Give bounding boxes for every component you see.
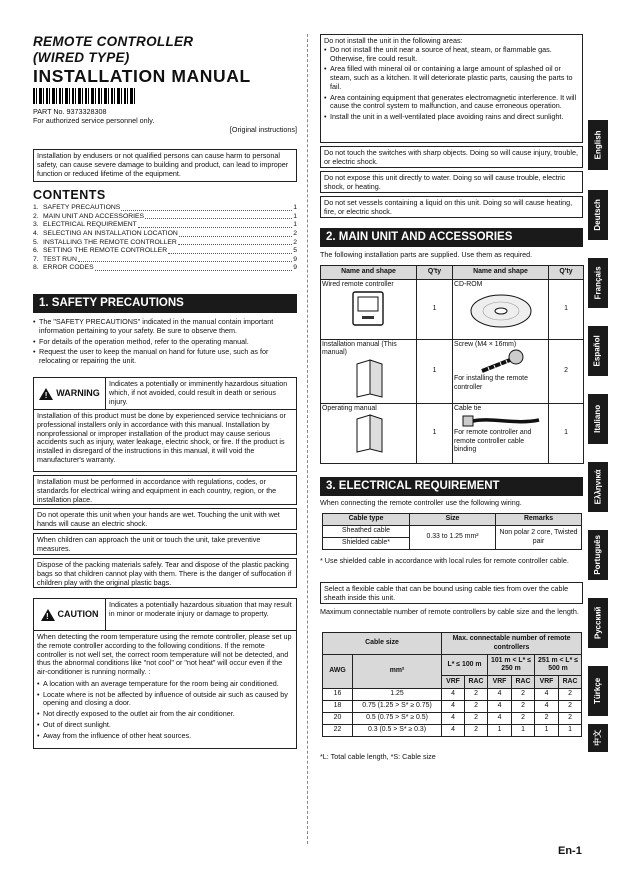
item-qty: 1 [417, 404, 453, 464]
item-note: For installing the remote controller [454, 375, 528, 391]
language-tab[interactable] [588, 724, 608, 752]
count-cell: 1 [488, 725, 512, 737]
col-header-name: Name and shape [453, 266, 549, 280]
caution-intro: When detecting the room temperature using the remote controller, please set up the remote controller according to the following conditions. If the remote controller is not well set, the correct room temperature will not be detected, and thus the abnormal conditions like "not cool" or "not heat" will occur even if the air-conditioner is running normally. : [37, 632, 292, 677]
contents-item-label: SETTING THE REMOTE CONTROLLER [43, 247, 168, 255]
language-tab[interactable] [588, 394, 608, 444]
list-item: • Not directly exposed to the outlet air from the air conditioner. [37, 709, 235, 719]
list-item: • The "SAFETY PRECAUTIONS" indicated in the manual contain important information pertaining to your safety. Be sure to observe them. [33, 318, 297, 336]
table-row [323, 689, 582, 701]
caution-bullet-text: Not directly exposed to the outlet air from the air conditioner. [43, 709, 235, 719]
contents-leader [95, 264, 293, 271]
caution-bullet-text: Locate where is not be affected by influence of outside air such as caused by opening and closing a door. [43, 689, 288, 708]
contents-item-page: 2 [293, 238, 297, 246]
contents-leader [168, 247, 292, 254]
language-tab-label: Русский [593, 606, 603, 640]
safety-intro [33, 318, 297, 368]
warning-row-text: Dispose of the packing materials safely. Tear and dispose of the plastic packing bags so that children cannot play with them. There is the danger of suffocation if children play with the original plastic bags. [37, 560, 292, 587]
count-cell: 2 [512, 713, 535, 725]
cable-tie-icon [461, 413, 541, 429]
item-qty: 1 [417, 280, 453, 340]
warning-row [33, 533, 297, 555]
warning-row [33, 558, 297, 588]
cable-remarks-cell: Non polar 2 core, Twisted pair [496, 526, 582, 550]
installation-manual-icon [352, 358, 386, 398]
contents-item-number: 2. [33, 212, 39, 220]
count-cell: 4 [488, 701, 512, 713]
language-tab-label: English [593, 130, 603, 160]
section-2-heading [320, 228, 583, 247]
contents-item-page: 9 [293, 264, 297, 272]
contents-item-number: 6. [33, 247, 39, 255]
caution-row [320, 171, 583, 193]
contents-item [33, 213, 297, 222]
contents-item [33, 264, 297, 273]
flex-cable-note-text: Select a flexible cable that can be bound using cable ties from over the cable sheath inside this unit. [324, 584, 569, 602]
contents-item-number: 5. [33, 238, 39, 246]
table-row [323, 725, 582, 737]
contents-item-number: 7. [33, 255, 39, 263]
col-header-length-250: 101 m < L* ≤ 250 m [488, 655, 535, 676]
col-header-rac: RAC [465, 676, 488, 689]
language-tab-label: Ελληνικά [593, 469, 603, 505]
awg-cell: 20 [323, 713, 353, 725]
count-cell: 2 [465, 701, 488, 713]
section-3-title: 3. ELECTRICAL REQUIREMENT [326, 480, 500, 492]
column-divider [307, 34, 308, 844]
mm2-cell: 1.25 [353, 689, 442, 701]
count-cell: 4 [442, 701, 465, 713]
cable-type-cell: Sheathed cable [323, 526, 410, 538]
caution-continued [320, 34, 583, 218]
contents-item-number: 1. [33, 204, 39, 212]
contents-leader [78, 256, 292, 263]
list-item: • Area containing equipment that generates electromagnetic interference. It will cause the control system to malfunction, and cause erroneous operation. [324, 94, 579, 112]
caution-row-text: Do not set vessels containing a liquid on this unit. Doing so will cause heating, fire, or electric shock. [324, 198, 573, 216]
cable-table [322, 513, 581, 550]
col-header-mm2: mm² [353, 655, 442, 689]
list-item: • Request the user to keep the manual on hand for future use, such as for relocating or repairing the unit. [33, 348, 297, 366]
item-note: For remote controller and remote controller cable binding [454, 429, 532, 454]
contents-item-page: 1 [293, 212, 297, 220]
language-tab[interactable] [588, 326, 608, 376]
awg-cell: 22 [323, 725, 353, 737]
language-tab-label: Français [593, 266, 603, 300]
count-cell: 1 [559, 725, 582, 737]
contents-item-label: ELECTRICAL REQUIREMENT [43, 221, 137, 229]
warning-row-text: Do not operate this unit when your hands are wet. Touching the unit with wet hands will cause an electric shock. [37, 510, 280, 528]
list-item: • A location with an average temperature for the room being air conditioned. [37, 678, 279, 688]
item-name: Operating manual [322, 405, 377, 412]
awg-cell: 18 [323, 701, 353, 713]
table-row [323, 713, 582, 725]
contents [33, 188, 297, 273]
page-number: En-1 [558, 845, 582, 857]
caution-bullet-text: Away from the influence of other heat sources. [43, 730, 192, 740]
language-tab-label: Deutsch [593, 199, 603, 231]
warning-row-text: Installation must be performed in accordance with regulations, codes, or standards for electrical wiring and equipment in each country, region, or the installation place. [37, 477, 277, 504]
col-header-cable-type: Cable type [323, 514, 410, 526]
count-cell: 4 [488, 713, 512, 725]
col-header-vrf: VRF [535, 676, 559, 689]
accessories-intro: The following installation parts are supplied. Use them as required. [320, 250, 533, 259]
warning-row-text: Installation of this product must be done by experienced service technicians or professional installers only in accordance with this manual. Installation by nonprofessional or improper installation of the product may cause serious accidents such as injury, water leakage, electric shock, or fire. If the product is installed in disregard of the instructions in this manual, it will void the manufacturer's warranty. [37, 411, 286, 464]
col-header-vrf: VRF [488, 676, 512, 689]
caution-label: CAUTION [57, 609, 99, 620]
operating-manual-icon [352, 413, 386, 453]
count-cell: 4 [535, 701, 559, 713]
col-header-remarks: Remarks [496, 514, 582, 526]
table-footnote: *L: Total cable length, *S: Cable size [320, 752, 436, 761]
contents-title: CONTENTS [33, 188, 106, 202]
mm2-cell: 0.75 (1.25 > S* ≥ 0.75) [353, 701, 442, 713]
section-1-heading [33, 294, 297, 313]
contents-item-page: 9 [293, 255, 297, 263]
count-cell: 1 [512, 725, 535, 737]
screw-icon [476, 349, 526, 375]
language-tab[interactable] [588, 666, 608, 716]
contents-item-page: 5 [293, 247, 297, 255]
caution-row [320, 196, 583, 218]
list-item: • Install the unit in a well-ventilated place avoiding rains and direct sunlight. [324, 112, 564, 122]
section-3-heading [320, 477, 583, 496]
language-tab-label: Italiano [593, 404, 603, 434]
contents-item-label: TEST RUN [43, 255, 77, 263]
warning-label-cell [34, 378, 106, 409]
contents-item-page: 1 [293, 204, 297, 212]
language-tab[interactable] [588, 530, 608, 580]
count-cell: 2 [512, 701, 535, 713]
language-tab-label: 中文 [593, 730, 603, 746]
contents-item [33, 204, 297, 213]
max-connectable-table [322, 632, 581, 737]
warning-triangle-icon: ! [39, 388, 53, 400]
count-cell: 2 [559, 689, 582, 701]
count-cell: 2 [465, 689, 488, 701]
title-block [33, 34, 297, 134]
contents-item-label: INSTALLING THE REMOTE CONTROLLER [43, 238, 177, 246]
warning-header [33, 377, 297, 410]
col-header-name: Name and shape [321, 266, 417, 280]
col-header-rac: RAC [559, 676, 582, 689]
count-cell: 4 [535, 689, 559, 701]
table-row [321, 340, 584, 404]
original-instructions: [Original instructions] [229, 124, 297, 134]
contents-leader [145, 213, 292, 220]
contents-item-label: ERROR CODES [43, 264, 94, 272]
contents-item-label: SAFETY PRECAUTIONS [43, 204, 121, 212]
authorized-note: For authorized service personnel only. [33, 115, 155, 125]
warning-label: WARNING [56, 388, 100, 399]
count-cell: 2 [465, 713, 488, 725]
col-header-size: Size [410, 514, 496, 526]
caution-conditions [33, 631, 297, 749]
safety-bullet-text: The "SAFETY PRECAUTIONS" indicated in the manual contain important information pertaining to your safety. Be sure to observe them. [39, 317, 274, 335]
contents-item [33, 239, 297, 248]
remote-controller-icon [350, 289, 388, 329]
count-cell: 4 [442, 689, 465, 701]
accessories-table [320, 265, 583, 464]
item-name: Wired remote controller [322, 281, 394, 288]
col-header-max-connectable: Max. connectable number of remote controllers [442, 633, 582, 655]
count-cell: 2 [559, 701, 582, 713]
mm2-cell: 0.3 (0.5 > S* ≥ 0.3) [353, 725, 442, 737]
caution-area-text: Area filled with mineral oil or containing a large amount of splashed oil or steam, such as a kitchen. It will deteriorate plastic parts, causing the parts to fail. [330, 64, 573, 91]
caution-row [320, 146, 583, 168]
item-qty: 1 [549, 404, 584, 464]
list-item: • Do not install the unit near a source of heat, steam, or flammable gas. Otherwise, fire could result. [324, 46, 579, 64]
contents-list [33, 204, 297, 273]
caution-bullet-text: Out of direct sunlight. [43, 720, 111, 730]
contents-item-number: 3. [33, 221, 39, 229]
item-qty: 1 [549, 280, 584, 340]
contents-item [33, 230, 297, 239]
cable-type-cell: Shielded cable* [323, 538, 410, 550]
caution-row-text: Do not expose this unit directly to water. Doing so will cause trouble, electric shock, or heating. [324, 173, 566, 191]
caution-description: Indicates a potentially hazardous situation that may result in minor or moderate injury or damage to property. [109, 600, 292, 618]
installer-notice [33, 149, 297, 182]
col-header-length-500: 251 m < L* ≤ 500 m [535, 655, 582, 676]
section-2-title: 2. MAIN UNIT AND ACCESSORIES [326, 231, 513, 243]
warning-block [33, 377, 297, 588]
item-qty: 2 [549, 340, 584, 404]
section-1-title: 1. SAFETY PRECAUTIONS [39, 297, 184, 309]
item-qty: 1 [417, 340, 453, 404]
count-cell: 4 [442, 725, 465, 737]
caution-block [33, 598, 297, 749]
warning-row [33, 410, 297, 472]
caution-area-text: Do not install the unit near a source of heat, steam, or flammable gas. Otherwise, fire could result. [330, 44, 552, 63]
item-name: Screw (M4 × 16mm) [454, 341, 517, 348]
language-tab[interactable] [588, 258, 608, 308]
language-tab[interactable] [588, 190, 608, 240]
col-header-vrf: VRF [442, 676, 465, 689]
list-item: • Away from the influence of other heat sources. [37, 730, 192, 740]
language-tab[interactable] [588, 120, 608, 170]
contents-leader [138, 221, 292, 228]
col-header-cable-size: Cable size [323, 633, 442, 655]
list-item: • Locate where is not be affected by influence of outside air such as caused by opening and closing a door. [37, 691, 293, 709]
col-header-qty: Q'ty [549, 266, 584, 280]
col-header-length-100: L* ≤ 100 m [442, 655, 488, 676]
count-cell: 2 [559, 713, 582, 725]
list-item: • Out of direct sunlight. [37, 720, 111, 730]
contents-item [33, 256, 297, 265]
contents-item-number: 4. [33, 230, 39, 238]
contents-item-page: 2 [293, 230, 297, 238]
caution-area-text: Area containing equipment that generates electromagnetic interference. It will cause the control system to malfunction, and cause erroneous operation. [330, 92, 577, 111]
table-row [321, 404, 584, 464]
title-installation-manual: INSTALLATION MANUAL [33, 66, 251, 86]
cable-size-cell: 0.33 to 1.25 mm² [410, 526, 496, 550]
contents-item-page: 1 [293, 221, 297, 229]
warning-row-text: When children can approach the unit or touch the unit, take preventive measures. [37, 535, 261, 553]
title-remote-controller: REMOTE CONTROLLER [33, 34, 194, 49]
table-row [323, 701, 582, 713]
count-cell: 2 [512, 689, 535, 701]
contents-leader [121, 204, 292, 211]
caution-label-cell [34, 599, 106, 630]
installer-notice-text: Installation by endusers or not qualified persons can cause harm to personal safety, can cause severe damage to building and product, can lead to improper function or reduced lifetime of the equipment. [37, 151, 289, 178]
part-number: PART No. 9373328308 [33, 107, 107, 116]
caution-areas-intro: Do not install the unit in the following areas: [324, 36, 463, 45]
caution-bullet-text: A location with an average temperature for the room being air conditioned. [43, 678, 279, 688]
col-header-awg: AWG [323, 655, 353, 689]
title-wired-type: (WIRED TYPE) [33, 50, 130, 65]
contents-leader [179, 230, 292, 237]
caution-areas [320, 34, 583, 143]
item-name: CD-ROM [454, 281, 483, 288]
count-cell: 4 [488, 689, 512, 701]
count-cell: 2 [465, 725, 488, 737]
language-tab-label: Português [593, 535, 603, 575]
electrical-intro: When connecting the remote controller use the following wiring. [320, 498, 522, 507]
language-tab-label: Türkçe [593, 677, 603, 705]
contents-item [33, 221, 297, 230]
count-cell: 1 [535, 725, 559, 737]
col-header-qty: Q'ty [417, 266, 453, 280]
col-header-rac: RAC [512, 676, 535, 689]
warning-description: Indicates a potentially or imminently hazardous situation which, if not avoided, could result in death or serious injury. [109, 379, 288, 406]
item-name: Cable tie [454, 405, 482, 412]
count-cell: 4 [442, 713, 465, 725]
safety-bullet-text: Request the user to keep the manual on hand for future use, such as for relocating or repairing the unit. [39, 347, 269, 366]
caution-row-text: Do not touch the switches with sharp objects. Doing so will cause injury, trouble, or electric shock. [324, 148, 578, 166]
contents-item-label: SELECTING AN INSTALLATION LOCATION [43, 230, 178, 238]
caution-area-text: Install the unit in a well-ventilated place avoiding rains and direct sunlight. [330, 112, 564, 122]
cd-rom-icon [466, 289, 536, 333]
flex-cable-note [320, 582, 583, 604]
contents-item [33, 247, 297, 256]
list-item: • For details of the operation method, refer to the operating manual. [33, 336, 249, 346]
contents-leader [178, 239, 292, 246]
table-row [321, 280, 584, 340]
max-connectable-intro: Maximum connectable number of remote controllers by cable size and the length. [320, 607, 579, 616]
language-tab[interactable] [588, 598, 608, 648]
list-item: • Area filled with mineral oil or containing a large amount of splashed oil or steam, such as a kitchen. It will deteriorate plastic parts, causing the parts to fail. [324, 65, 579, 91]
caution-header [33, 598, 297, 631]
language-tab-label: Español [593, 335, 603, 367]
warning-row [33, 508, 297, 530]
awg-cell: 16 [323, 689, 353, 701]
warning-row [33, 475, 297, 505]
shield-note: * Use shielded cable in accordance with local rules for remote controller cable. [320, 556, 569, 565]
mm2-cell: 0.5 (0.75 > S* ≥ 0.5) [353, 713, 442, 725]
barcode [33, 88, 137, 104]
contents-item-label: MAIN UNIT AND ACCESSORIES [43, 212, 145, 220]
safety-bullet-text: For details of the operation method, refer to the operating manual. [39, 336, 249, 346]
contents-item-number: 8. [33, 264, 39, 272]
table-row [323, 526, 582, 538]
language-tab[interactable] [588, 462, 608, 512]
caution-triangle-icon: ! [41, 609, 55, 621]
count-cell: 2 [535, 713, 559, 725]
item-name: Installation manual (This manual) [322, 341, 397, 357]
